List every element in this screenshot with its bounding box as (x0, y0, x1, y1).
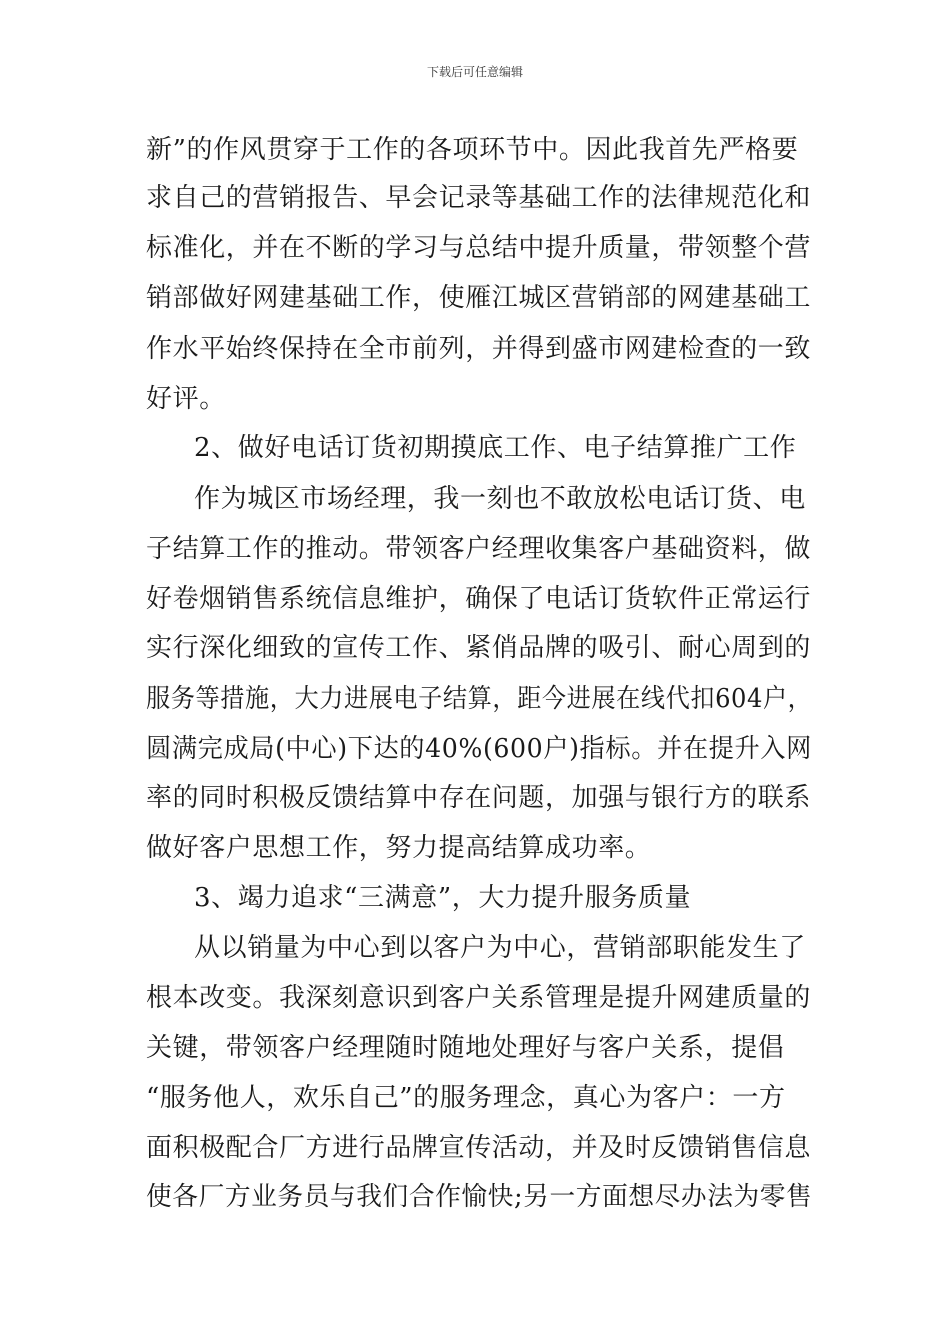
text-line: 根本改变。我深刻意识到客户关系管理是提升网建质量的 (146, 983, 812, 1013)
text-line: 新”的作风贯穿于工作的各项环节中。因此我首先严格要 (146, 135, 799, 165)
text-line: 率的同时积极反馈结算中存在问题，加强与银行方的联系 (146, 783, 812, 813)
text-line: 做好客户思想工作，努力提高结算成功率。 (146, 833, 652, 863)
page-header-note: 下载后可任意编辑 (426, 65, 523, 79)
text-line: 实行深化细致的宣传工作、紧俏品牌的吸引、耐心周到的 (146, 633, 812, 663)
text-line: 作为城区市场经理，我一刻也不敢放松电话订货、电 (194, 484, 806, 514)
text-line: 销部做好网建基础工作，使雁江城区营销部的网建基础工 (146, 283, 812, 313)
section-heading: 2、做好电话订货初期摸底工作、电子结算推广工作 (194, 433, 797, 463)
text-line: 服务等措施，大力进展电子结算，距今进展在线代扣604户， (146, 684, 813, 714)
text-line: 面积极配合厂方进行品牌宣传活动，并及时反馈销售信息 (146, 1133, 812, 1163)
text-line: 圆满完成局(中心)下达的40%(600户)指标。并在提升入网 (146, 734, 812, 764)
text-line: 好卷烟销售系统信息维护，确保了电话订货软件正常运行 (146, 584, 812, 614)
text-line: 使各厂方业务员与我们合作愉快;另一方面想尽办法为零售 (146, 1182, 813, 1212)
text-line: 从以销量为中心到以客户为中心，营销部职能发生了 (194, 933, 806, 963)
text-line: 标准化，并在不断的学习与总结中提升质量，带领整个营 (146, 233, 812, 263)
section-heading: 3、竭力追求“三满意”，大力提升服务质量 (194, 883, 692, 913)
text-line: 关键，带领客户经理随时随地处理好与客户关系，提倡 (146, 1033, 785, 1063)
text-line: 好评。 (146, 384, 226, 414)
text-line: 求自己的营销报告、早会记录等基础工作的法律规范化和 (146, 183, 812, 213)
text-line: 子结算工作的推动。带领客户经理收集客户基础资料，做 (146, 534, 812, 564)
text-line: 作水平始终保持在全市前列，并得到盛市网建检查的一致 (146, 334, 812, 364)
text-line: “服务他人，欢乐自己”的服务理念，真心为客户：一方 (146, 1083, 786, 1113)
